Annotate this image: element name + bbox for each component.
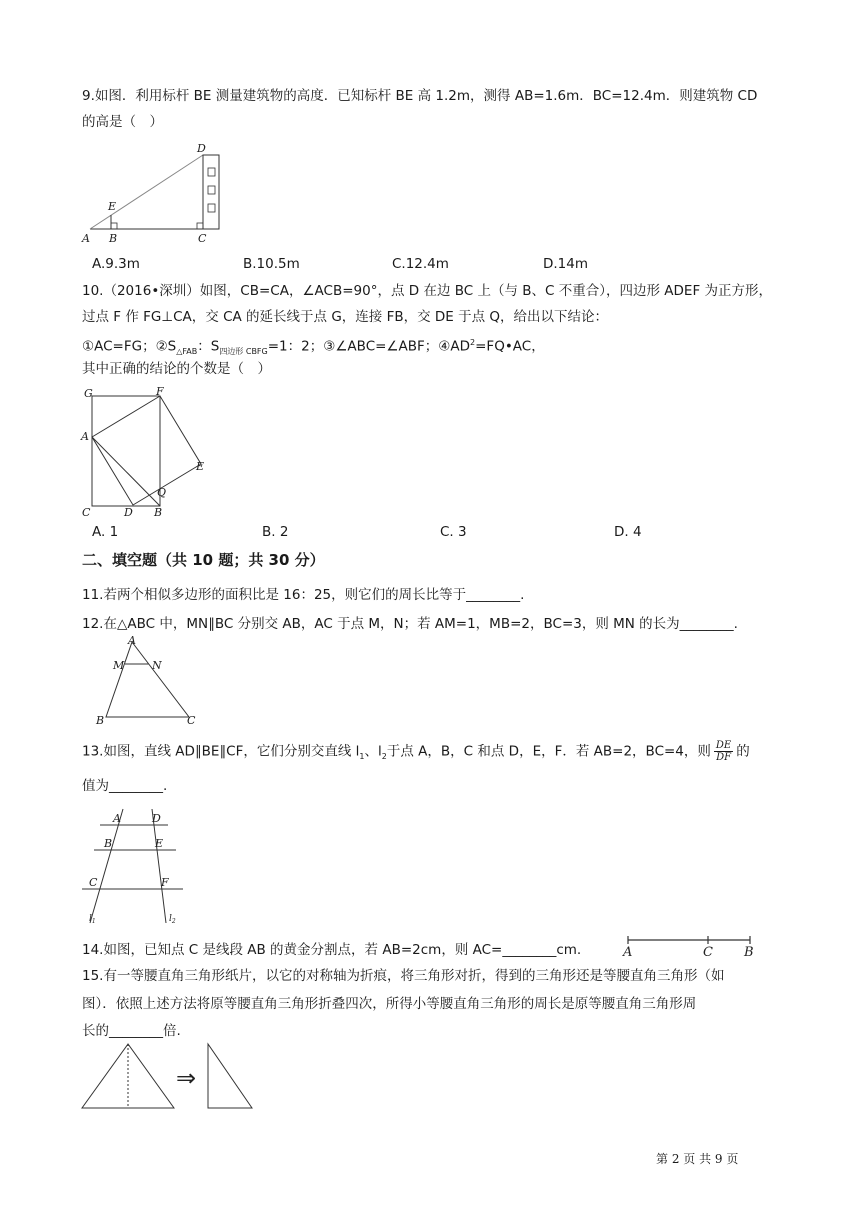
q9-option-b[interactable]: B.10.5m: [243, 256, 300, 272]
q9-window-2: [208, 186, 215, 194]
q12-label-m: M: [113, 659, 125, 672]
q10-stem-line2: 过点 F 作 FG⊥CA，交 CA 的延长线于点 G，连接 FB，交 DE 于点 Q，给出以下结论：: [82, 309, 609, 325]
q12-label-b: B: [96, 714, 105, 727]
q13-line-l1: [90, 809, 123, 923]
q9-window-3: [208, 204, 215, 212]
q13-label-e: E: [155, 837, 164, 850]
q14-figure: [618, 932, 760, 960]
q10-option-b[interactable]: B. 2: [262, 524, 289, 540]
q13-fraction: [714, 740, 733, 763]
section-fill-in-heading: 二、填空题（共 10 题；共 30 分）: [82, 551, 325, 569]
q9-right-angle-c: [197, 223, 203, 229]
q13-line-l2: [152, 809, 166, 923]
q13-fraction-denominator: DF: [716, 752, 732, 763]
q10-label-e: E: [196, 460, 205, 473]
q9-label-b: B: [109, 232, 118, 245]
q13-label-l1: $l_1$: [89, 914, 96, 925]
q10-segment-ab: [92, 437, 160, 506]
q12-label-n: N: [152, 659, 162, 672]
q10-label-f: F: [156, 386, 164, 398]
q13-label-b: B: [104, 837, 113, 850]
q13-label-c: C: [89, 876, 98, 889]
q14-stem: 14.如图，已知点 C 是线段 AB 的黄金分割点，若 AB=2cm，则 AC=________cm.: [82, 942, 582, 958]
q12-label-a: A: [128, 636, 136, 647]
q9-building: [203, 155, 219, 229]
q13-text-2: 、l: [364, 743, 382, 760]
q9-label-e: E: [108, 200, 117, 213]
q10-square-adef: [92, 396, 201, 505]
q9-window-1: [208, 168, 215, 176]
q10-figure: [78, 386, 213, 521]
q15-stem-line3: 长的________倍.: [82, 1023, 181, 1039]
q10-rectangle-gfbc: [92, 396, 160, 506]
q13-label-d: D: [152, 812, 161, 825]
q13-sub-2: 2: [381, 752, 387, 762]
q9-right-angle-b: [111, 223, 117, 229]
q10-stem-line4: 其中正确的结论的个数是（ ）: [82, 361, 271, 377]
q12-triangle-abc: [106, 642, 189, 717]
q15-arrow: ⇒: [176, 1064, 197, 1092]
q9-option-a[interactable]: A.9.3m: [92, 256, 140, 272]
q13-label-l2: $l_2$: [169, 914, 176, 925]
q13-text-1: 13.如图，直线 AD∥BE∥CF，它们分别交直线 l: [82, 743, 360, 760]
q13-stem-line1: [82, 740, 750, 767]
q13-fraction-numerator: DE: [715, 740, 732, 751]
q13-label-f: F: [161, 876, 169, 889]
q9-label-a: A: [82, 232, 90, 245]
q9-stem-line1: 9.如图．利用标杆 BE 测量建筑物的高度．已知标杆 BE 高 1.2m，测得 AB=1.6m．BC=12.4m．则建筑物 CD: [82, 88, 758, 104]
q10-label-c: C: [82, 506, 91, 519]
q10-option-d[interactable]: D. 4: [614, 524, 642, 540]
q13-text-4: 的: [736, 743, 750, 760]
q10-conclusion-4: =FQ•AC，: [475, 338, 545, 355]
q15-folded-triangle: [208, 1044, 252, 1108]
q10-label-a: A: [81, 430, 89, 443]
q13-stem-line2: 值为________.: [82, 778, 168, 794]
q10-sup-2: 2: [470, 338, 476, 347]
q10-option-a[interactable]: A. 1: [92, 524, 119, 540]
q12-label-c: C: [187, 714, 196, 727]
q9-figure: [80, 138, 230, 248]
q9-label-c: C: [198, 232, 207, 245]
q10-sub-fab: △FAB: [176, 347, 198, 357]
q14-label-a: A: [623, 945, 633, 960]
q10-label-q: Q: [157, 486, 167, 499]
q15-figure: [80, 1040, 260, 1112]
q9-option-c[interactable]: C.12.4m: [392, 256, 449, 272]
q10-sub-cbfg: 四边形 CBFG: [219, 347, 268, 357]
q10-option-c[interactable]: C. 3: [440, 524, 467, 540]
q9-stem-line2: 的高是（ ）: [82, 114, 163, 130]
q12-stem: 12.在△ABC 中，MN∥BC 分别交 AB，AC 于点 M，N；若 AM=1，MB=2，BC=3，则 MN 的长为________.: [82, 616, 738, 632]
q10-conclusion-1: ①AC=FG；②S: [82, 338, 177, 355]
q10-label-d: D: [124, 506, 133, 519]
q13-label-a: A: [113, 812, 121, 825]
q9-sight-line: [90, 155, 203, 229]
q14-label-b: B: [744, 945, 754, 960]
q13-text-3: 于点 A，B，C 和点 D，E，F．若 AB=2，BC=4，则: [386, 743, 711, 760]
q13-sub-1: 1: [359, 752, 365, 762]
q13-figure: [80, 805, 190, 930]
q9-label-d: D: [197, 142, 206, 155]
q12-figure: [90, 636, 210, 728]
page-footer: 第 2 页 共 9 页: [656, 1152, 739, 1166]
q9-option-d[interactable]: D.14m: [543, 256, 589, 272]
q10-conclusion-3: =1：2；③∠ABC=∠ABF；④AD: [267, 338, 471, 355]
q10-conclusion-2: ：S: [197, 338, 220, 355]
q15-stem-line2: 图）．依照上述方法将原等腰直角三角形折叠四次，所得小等腰直角三角形的周长是原等腰直角三角形周: [82, 996, 697, 1012]
q10-label-b: B: [154, 506, 163, 519]
q10-stem-line3: [82, 333, 545, 362]
q15-stem-line1: 15.有一等腰直角三角形纸片，以它的对称轴为折痕，将三角形对折，得到的三角形还是等腰直角三角形（如: [82, 968, 725, 984]
q10-stem-line1: 10.（2016•深圳）如图，CB=CA，∠ACB=90°，点 D 在边 BC 上（与 B、C 不重合），四边形 ADEF 为正方形，: [82, 283, 773, 299]
q10-label-g: G: [84, 387, 93, 400]
q11-stem: 11.若两个相似多边形的面积比是 16：25，则它们的周长比等于________.: [82, 587, 525, 603]
q14-label-c: C: [703, 945, 713, 960]
